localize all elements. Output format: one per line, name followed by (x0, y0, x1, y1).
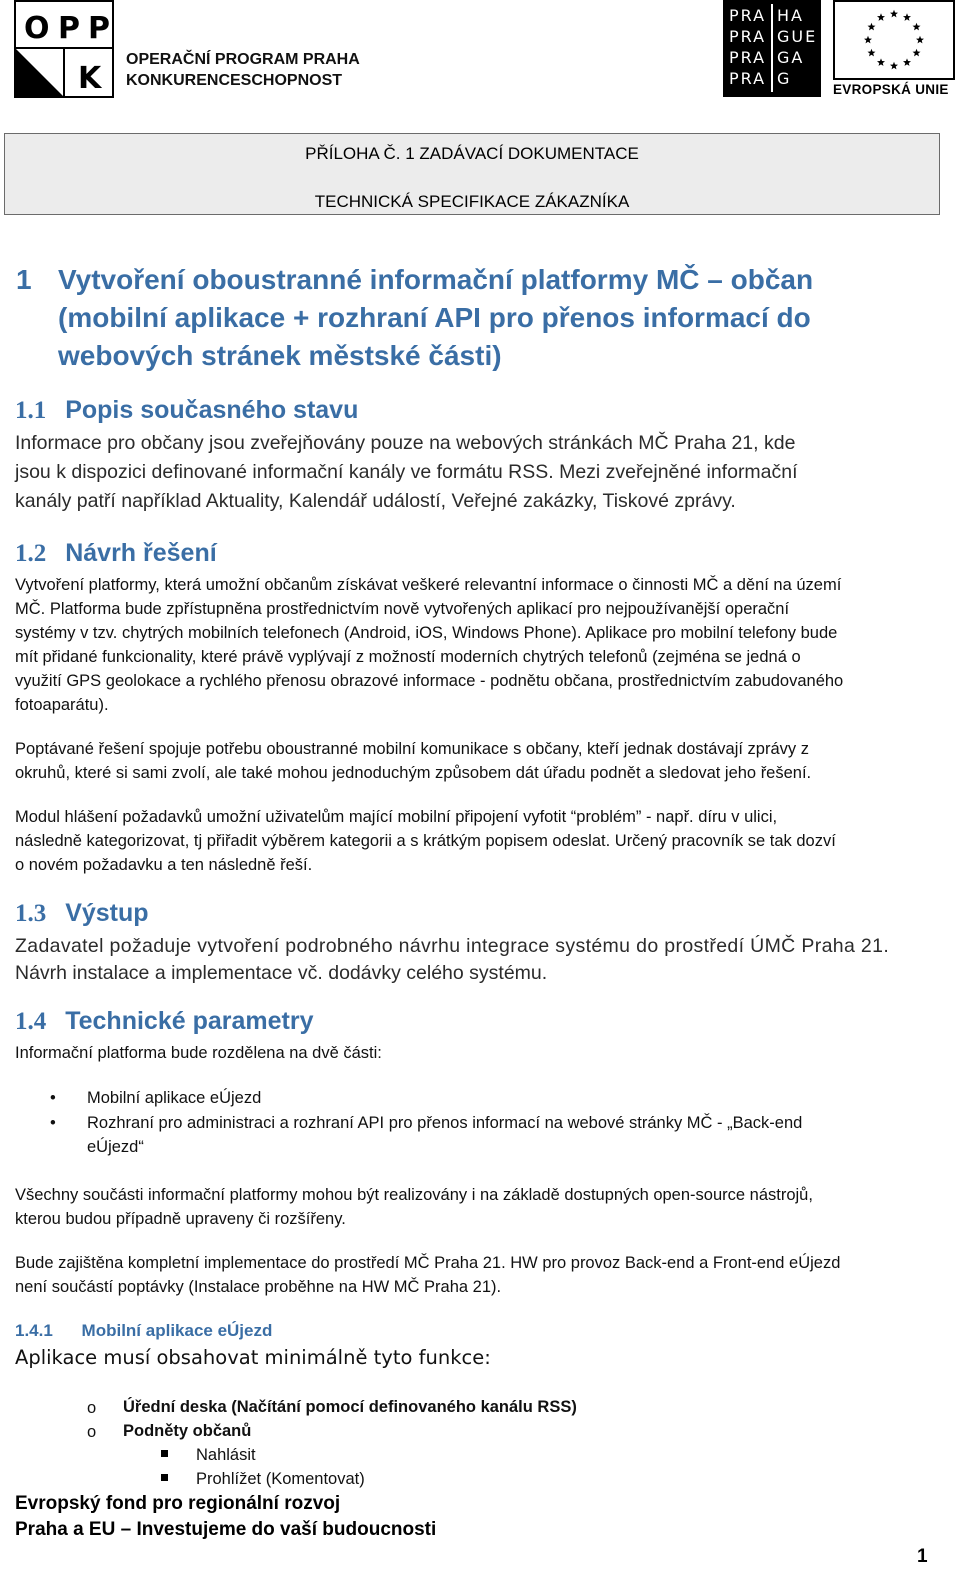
paragraph-line: není součástí poptávky (Instalace proběhne na HW MČ Praha 21). (15, 1278, 502, 1296)
eu-label: EVROPSKÁ UNIE (833, 82, 949, 97)
section-1-2-para2 (15, 737, 950, 785)
prague-row: PRA G (729, 69, 792, 88)
footer (15, 1491, 436, 1543)
opp-name-line1: OPERAČNÍ PROGRAM PRAHA (126, 51, 360, 68)
list-item (87, 1111, 947, 1159)
prague-divider (771, 4, 773, 92)
paragraph-line: jsou k dispozici definované informační kanály ve formátu RSS. Mezi zveřejněné informační (15, 461, 798, 483)
section-1-title-line: (mobilní aplikace + rozhraní API pro přenos informací do (58, 302, 811, 333)
prague-row: PRA GA (729, 48, 805, 67)
section-1-4-1-heading (15, 1321, 272, 1341)
section-1-1-heading (15, 396, 358, 425)
section-1-2-heading (15, 539, 217, 568)
paragraph-line: Všechny součásti informační platformy mohou být realizovány i na základě dostupných open-source nástrojů, (15, 1186, 813, 1204)
section-1-title-line: Vytvoření oboustranné informační platformy MČ – občan (58, 264, 814, 295)
section-number: 1.3 (15, 900, 47, 927)
section-1-4-heading (15, 1007, 313, 1036)
annex-box (4, 133, 940, 215)
annex-title: PŘÍLOHA Č. 1 ZADÁVACÍ DOKUMENTACE (305, 144, 639, 163)
prague-logo (723, 0, 821, 97)
bullet-o-icon: o (87, 1423, 97, 1441)
section-1-title (58, 261, 938, 375)
square-bullet-icon (161, 1450, 168, 1457)
paragraph-line: kanály patří například Aktuality, Kalendář událostí, Veřejné zakázky, Tiskové zprávy. (15, 490, 736, 512)
list-item: Úřední deska (Načítání pomocí definovaného kanálu RSS) (123, 1398, 577, 1416)
paragraph-line: systémy v tzv. chytrých mobilních telefonech (Android, iOS, Windows Phone). Aplikace pro mobilní telefony bude (15, 624, 838, 642)
section-1-title-line: webových stránek městské části) (58, 340, 502, 371)
opp-program-name (126, 49, 360, 91)
section-1-number: 1 (16, 264, 32, 295)
paragraph-line: Návrh instalace a implementace vč. dodávky celého systému. (15, 962, 548, 984)
sub-list-item: Nahlásit (196, 1446, 256, 1464)
list-item: Podněty občanů (123, 1422, 252, 1440)
paragraph-line: Poptávané řešení spojuje potřebu oboustranné mobilní komunikace s občany, kteří jednak dostávají zprávy z (15, 740, 809, 758)
opp-letter-o: O (24, 11, 50, 46)
section-title: Návrh řešení (65, 539, 217, 567)
paragraph-line: Vytvoření platformy, která umožní občanům získávat veškeré relevantní informace o činnosti MČ a dění na území (15, 576, 842, 594)
list-item-line: Rozhraní pro administraci a rozhraní API pro přenos informací na webové stránky MČ - „Back-end (87, 1114, 803, 1132)
footer-line1: Evropský fond pro regionální rozvoj (15, 1493, 341, 1514)
page-number: 1 (917, 1546, 928, 1567)
section-title: Výstup (65, 899, 149, 927)
opp-letter-k: K (78, 61, 102, 96)
section-1-4-para1 (15, 1183, 950, 1231)
paragraph-line: MČ. Platforma bude zpřístupněna prostřednictvím nově vytvořených aplikací pro nejpoužívanější operační (15, 600, 790, 618)
section-1-2-para1 (15, 573, 950, 717)
paragraph-line: fotoaparátu). (15, 696, 109, 714)
eu-logo (833, 0, 955, 98)
section-title: Popis současného stavu (65, 396, 359, 424)
paragraph-line: mít přidané funkcionality, které právě vyplývají z možností moderních chytrých telefonů (zejména se jedná o (15, 648, 801, 666)
square-bullet-icon (161, 1474, 168, 1481)
opp-name-line2: KONKURENCESCHOPNOST (126, 72, 343, 89)
section-1-3-heading (15, 899, 149, 928)
section-number: 1.1 (15, 397, 47, 424)
eu-flag-icon (833, 0, 955, 80)
paragraph-line: o novém požadavku a ten následně řeší. (15, 856, 313, 874)
list-item-line: eÚjezd“ (87, 1138, 144, 1156)
bullet-o-icon: o (87, 1399, 97, 1417)
paragraph-line: okruhů, které si sami zvolí, ale také mohou jednoduchým způsobem dát úřadu podnět a sledovat jeho řešení. (15, 764, 812, 782)
section-number: 1.4 (15, 1008, 47, 1035)
section-number: 1.2 (15, 540, 47, 567)
opp-logo-mark (14, 0, 126, 100)
paragraph-line: kterou budou případně upraveny či rozšířeny. (15, 1210, 346, 1228)
prague-row: PRA GUE (729, 27, 818, 46)
section-1-4-para2 (15, 1251, 950, 1299)
section-1-4-intro: Informační platforma bude rozdělena na dvě části: (15, 1044, 382, 1062)
opp-letter-p1: P (58, 11, 80, 46)
prague-row: PRA HA (729, 6, 804, 25)
section-1-3-text (15, 933, 945, 987)
section-1-2-para3 (15, 805, 950, 877)
paragraph-line: Informace pro občany jsou zveřejňovány pouze na webových stránkách MČ Praha 21, kde (15, 432, 796, 454)
section-title: Technické parametry (65, 1007, 314, 1035)
section-1-1-text (15, 429, 945, 516)
paragraph-line: Zadavatel požaduje vytvoření podrobného návrhu integrace systému do prostředí ÚMČ Praha 21. (15, 935, 890, 957)
paragraph-line: využití GPS geolokace a rychlého přenosu obrazové informace - podnětu občana, prostřednictvím zabudovaného (15, 672, 844, 690)
opp-letter-p2: P (88, 11, 110, 46)
section-title: Mobilní aplikace eÚjezd (81, 1321, 273, 1340)
annex-subtitle: TECHNICKÁ SPECIFIKACE ZÁKAZNÍKA (314, 192, 630, 211)
section-number: 1.4.1 (15, 1321, 53, 1340)
paragraph-line: Modul hlášení požadavků umožní uživatelům mající mobilní připojení vyfotit “problém” - např. díru v ulici, (15, 808, 778, 826)
bullet-icon: • (50, 1089, 56, 1107)
paragraph-line: Bude zajištěna kompletní implementace do prostředí MČ Praha 21. HW pro provoz Back-end a Front-end eÚjezd (15, 1254, 841, 1272)
list-item: Mobilní aplikace eÚjezd (87, 1089, 262, 1107)
footer-line2: Praha a EU – Investujeme do vaší budoucnosti (15, 1519, 437, 1540)
bullet-icon: • (50, 1114, 56, 1132)
sub-list-item: Prohlížet (Komentovat) (196, 1470, 365, 1488)
section-1-4-1-intro: Aplikace musí obsahovat minimálně tyto funkce: (15, 1346, 491, 1369)
paragraph-line: následně kategorizovat, tj přiřadit výběrem kategorii a s krátkým popisem odeslat. Určený pracovník se tak dozví (15, 832, 836, 850)
